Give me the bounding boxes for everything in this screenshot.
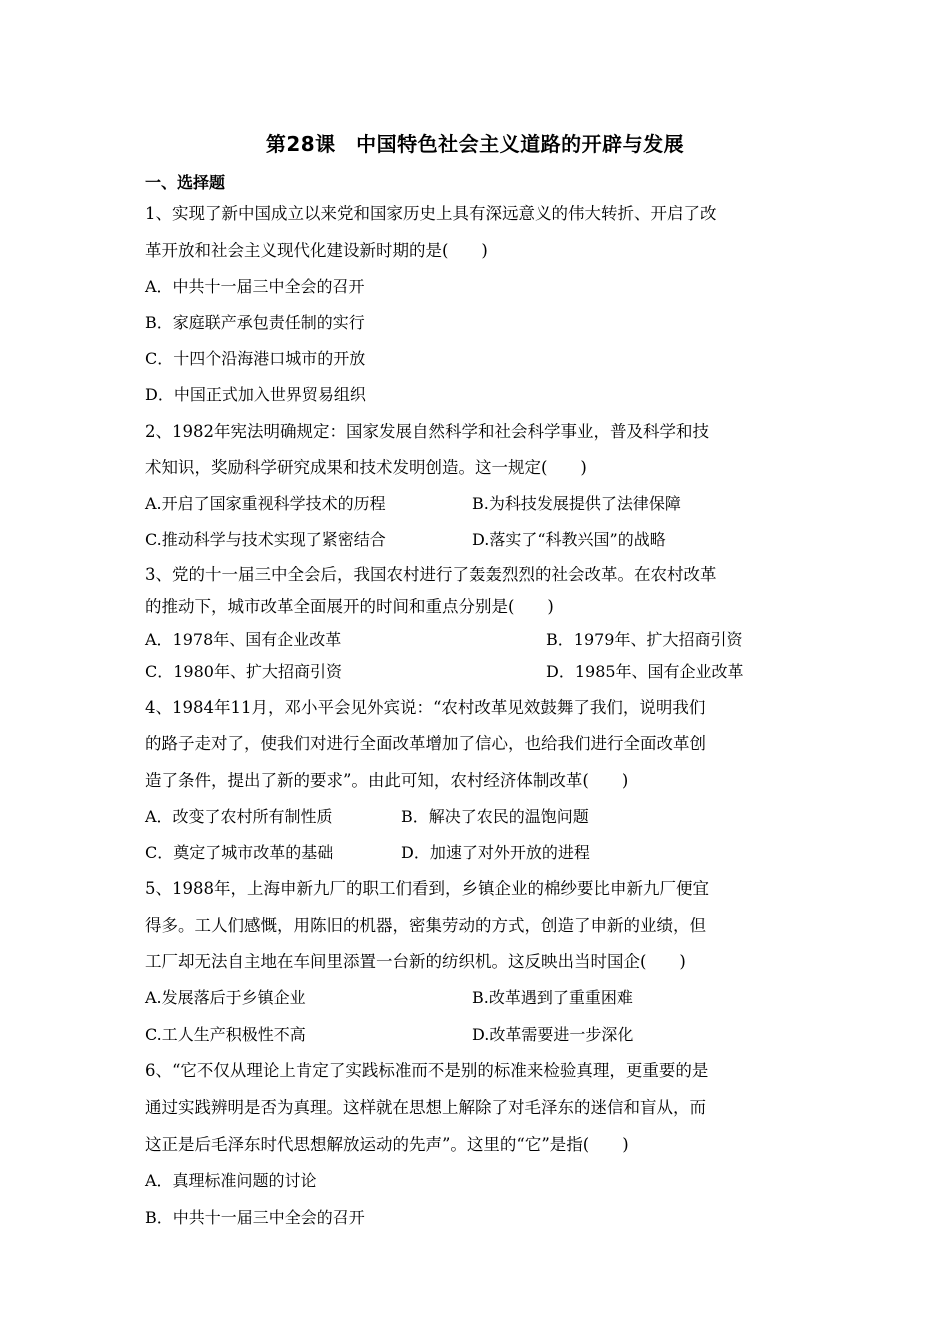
question-5-line-2: 得多。工人们感慨，用陈旧的机器，密集劳动的方式，创造了申新的业绩，但 (145, 916, 706, 935)
question-1-option-b: B．家庭联产承包责任制的实行 (145, 313, 365, 332)
question-3-option-a: A．1978年、国有企业改革 (145, 630, 342, 649)
question-3-option-c: C．1980年、扩大招商引资 (145, 662, 342, 681)
question-1-option-c: C．十四个沿海港口城市的开放 (145, 349, 366, 368)
question-1-line-2: 革开放和社会主义现代化建设新时期的是( ) (145, 241, 488, 260)
question-6-option-b: B．中共十一届三中全会的召开 (145, 1208, 365, 1227)
question-5-option-a: A.发展落后于乡镇企业 (145, 988, 306, 1007)
question-3-option-d: D．1985年、国有企业改革 (546, 662, 744, 681)
question-6-line-1: 6、“它不仅从理论上肯定了实践标准而不是别的标准来检验真理，更重要的是 (145, 1061, 709, 1080)
question-4-option-d: D．加速了对外开放的进程 (401, 843, 590, 862)
question-3-line-1: 3、党的十一届三中全会后，我国农村进行了轰轰烈烈的社会改革。在农村改革 (145, 565, 717, 584)
question-2-option-d: D.落实了“科教兴国”的战略 (472, 530, 666, 549)
question-2-option-c: C.推动科学与技术实现了紧密结合 (145, 530, 386, 549)
question-4-option-a: A．改变了农村所有制性质 (145, 807, 333, 826)
question-5-option-d: D.改革需要进一步深化 (472, 1025, 634, 1044)
question-6-option-a: A．真理标准问题的讨论 (145, 1171, 317, 1190)
question-3-option-b: B．1979年、扩大招商引资 (546, 630, 743, 649)
question-4-option-b: B．解决了农民的温饱问题 (401, 807, 589, 826)
question-4-line-2: 的路子走对了，使我们对进行全面改革增加了信心，也给我们进行全面改革创 (145, 734, 706, 753)
question-5-line-3: 工厂却无法自主地在车间里添置一台新的纺织机。这反映出当时国企( ) (145, 952, 686, 971)
question-6-line-2: 通过实践辨明是否为真理。这样就在思想上解除了对毛泽东的迷信和盲从，而 (145, 1098, 706, 1117)
question-1-line-1: 1、实现了新中国成立以来党和国家历史上具有深远意义的伟大转折、开启了改 (145, 204, 717, 223)
question-5-line-1: 5、1988年，上海申新九厂的职工们看到，乡镇企业的棉纱要比申新九厂便宜 (145, 879, 709, 898)
question-3-line-2: 的推动下，城市改革全面展开的时间和重点分别是( ) (145, 597, 554, 616)
question-1-option-a: A．中共十一届三中全会的召开 (145, 277, 365, 296)
page-title: 第28课 中国特色社会主义道路的开辟与发展 (265, 132, 685, 156)
question-2-option-b: B.为科技发展提供了法律保障 (472, 494, 681, 513)
question-2-option-a: A.开启了国家重视科学技术的历程 (145, 494, 386, 513)
section-heading: 一、选择题 (145, 173, 226, 192)
question-6-line-3: 这正是后毛泽东时代思想解放运动的先声”。这里的“它”是指( ) (145, 1135, 629, 1154)
question-2-line-1: 2、1982年宪法明确规定：国家发展自然科学和社会科学事业，普及科学和技 (145, 422, 709, 441)
question-4-option-c: C．奠定了城市改革的基础 (145, 843, 334, 862)
question-2-line-2: 术知识，奖励科学研究成果和技术发明创造。这一规定( ) (145, 458, 587, 477)
question-1-option-d: D．中国正式加入世界贸易组织 (145, 385, 366, 404)
question-4-line-1: 4、1984年11月，邓小平会见外宾说：“农村改革见效鼓舞了我们，说明我们 (145, 698, 706, 717)
question-4-line-3: 造了条件，提出了新的要求”。由此可知，农村经济体制改革( ) (145, 771, 629, 790)
question-5-option-b: B.改革遇到了重重困难 (472, 988, 633, 1007)
question-5-option-c: C.工人生产积极性不高 (145, 1025, 306, 1044)
